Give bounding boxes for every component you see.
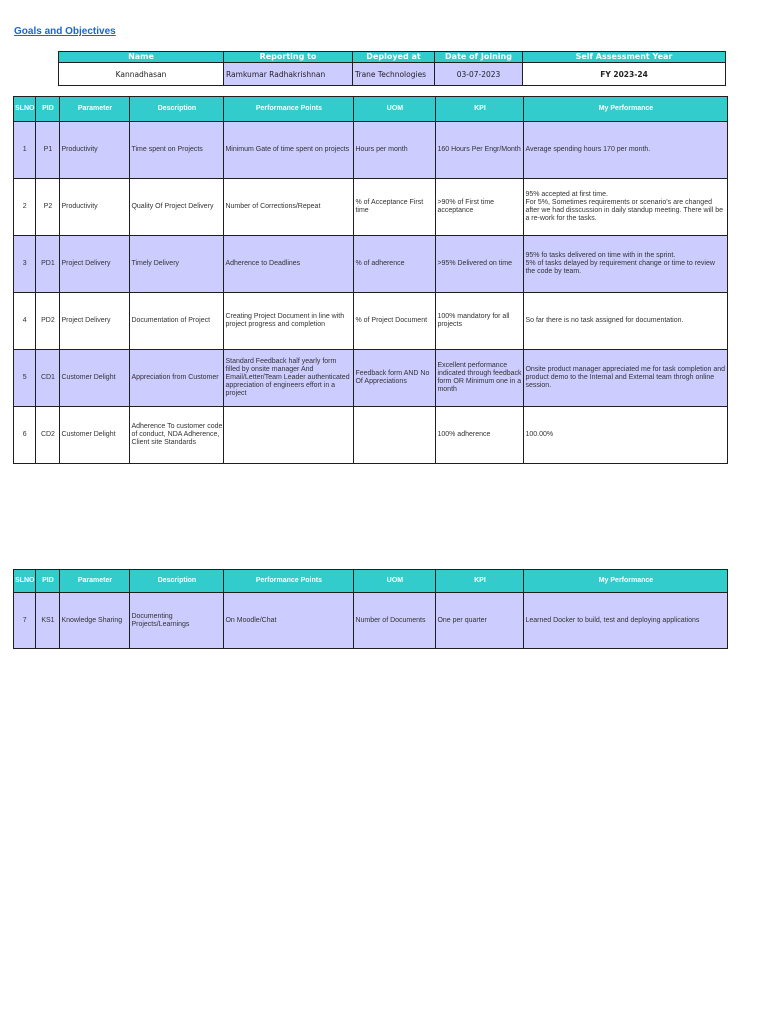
cell-description[interactable]: Appreciation from Customer	[130, 350, 224, 407]
cell-pid[interactable]: PD1	[36, 236, 60, 293]
cell-performance-points[interactable]: Creating Project Document in line with project progress and completion	[224, 293, 354, 350]
cell-my-performance[interactable]: 100.00%	[524, 407, 728, 464]
cell-my-performance[interactable]: 95% accepted at first time. For 5%, Sometimes requirements or scenario's are changed after we had disscussion in daily standup meeting. There will be a re-work for the tasks.	[524, 179, 728, 236]
knowledge-sharing-table	[13, 569, 728, 649]
cell-performance-points[interactable]: Minimum Gate of time spent on projects	[224, 122, 354, 179]
cell-parameter[interactable]: Project Delivery	[60, 293, 130, 350]
table-row	[14, 350, 728, 407]
cell-slno[interactable]: 3	[14, 236, 36, 293]
table-row	[14, 236, 728, 293]
cell-kpi[interactable]: >90% of First time acceptance	[436, 179, 524, 236]
table-row	[14, 122, 728, 179]
col-header-pid: PID	[36, 570, 60, 593]
cell-kpi[interactable]: 100% adherence	[436, 407, 524, 464]
info-header-deployed-at: Deployed at	[353, 52, 435, 63]
cell-description[interactable]: Time spent on Projects	[130, 122, 224, 179]
cell-performance-points[interactable]: On Moodle/Chat	[224, 593, 354, 649]
cell-slno[interactable]: 4	[14, 293, 36, 350]
cell-pid[interactable]: P1	[36, 122, 60, 179]
cell-pid[interactable]: CD1	[36, 350, 60, 407]
cell-parameter[interactable]: Project Delivery	[60, 236, 130, 293]
col-header-my-performance: My Performance	[524, 570, 728, 593]
info-header-name: Name	[59, 52, 224, 63]
info-value-name[interactable]: Kannadhasan	[59, 63, 224, 86]
info-header-assessment-year: Self Assessment Year	[523, 52, 726, 63]
col-header-slno: SLNO	[14, 570, 36, 593]
cell-uom[interactable]: Number of Documents	[354, 593, 436, 649]
info-header-row	[59, 52, 726, 63]
cell-my-performance[interactable]: Average spending hours 170 per month.	[524, 122, 728, 179]
table-row	[14, 407, 728, 464]
cell-description[interactable]: Timely Delivery	[130, 236, 224, 293]
cell-kpi[interactable]: 100% mandatory for all projects	[436, 293, 524, 350]
col-header-uom: UOM	[354, 97, 436, 122]
col-header-my-performance: My Performance	[524, 97, 728, 122]
cell-performance-points[interactable]	[224, 407, 354, 464]
cell-my-performance[interactable]: 95% fo tasks delivered on time with in the sprint. 5% of tasks delayed by requirement change or time to review the code by team.	[524, 236, 728, 293]
info-value-row	[59, 63, 726, 86]
table-row	[14, 293, 728, 350]
cell-kpi[interactable]: 160 Hours Per Engr/Month	[436, 122, 524, 179]
cell-pid[interactable]: KS1	[36, 593, 60, 649]
cell-slno[interactable]: 2	[14, 179, 36, 236]
cell-uom[interactable]: % of adherence	[354, 236, 436, 293]
col-header-kpi: KPI	[436, 97, 524, 122]
cell-parameter[interactable]: Knowledge Sharing	[60, 593, 130, 649]
cell-uom[interactable]: % of Project Document	[354, 293, 436, 350]
info-value-deployed-at[interactable]: Trane Technologies	[353, 63, 435, 86]
cell-my-performance[interactable]: Onsite product manager appreciated me for task completion and product demo to the Internal and External team throgh online session.	[524, 350, 728, 407]
cell-performance-points[interactable]: Adherence to Deadlines	[224, 236, 354, 293]
info-header-date-of-joining: Date of Joining	[435, 52, 523, 63]
page-title[interactable]: Goals and Objectives	[14, 26, 116, 37]
goals-table	[13, 96, 728, 464]
cell-performance-points[interactable]: Standard Feedback half yearly form filled by onsite manager And Email/Letter/Team Leader authenticated appreciation of engineers effort in a project	[224, 350, 354, 407]
cell-pid[interactable]: P2	[36, 179, 60, 236]
table-row	[14, 179, 728, 236]
info-value-reporting-to[interactable]: Ramkumar Radhakrishnan	[224, 63, 353, 86]
cell-parameter[interactable]: Productivity	[60, 122, 130, 179]
cell-my-performance[interactable]: So far there is no task assigned for documentation.	[524, 293, 728, 350]
cell-kpi[interactable]: One per quarter	[436, 593, 524, 649]
col-header-slno: SLNO	[14, 97, 36, 122]
goals-header-row	[14, 97, 728, 122]
cell-description[interactable]: Documenting Projects/Learnings	[130, 593, 224, 649]
col-header-performance-points: Performance Points	[224, 570, 354, 593]
col-header-description: Description	[130, 97, 224, 122]
info-value-date-of-joining[interactable]: 03-07-2023	[435, 63, 523, 86]
info-value-assessment-year[interactable]: FY 2023-24	[523, 63, 726, 86]
cell-uom[interactable]: Feedback form AND No Of Appreciations	[354, 350, 436, 407]
col-header-parameter: Parameter	[60, 570, 130, 593]
cell-description[interactable]: Adherence To customer code of conduct, NDA Adherence, Client site Standards	[130, 407, 224, 464]
cell-uom[interactable]: Hours per month	[354, 122, 436, 179]
col-header-parameter: Parameter	[60, 97, 130, 122]
cell-kpi[interactable]: >95% Delivered on time	[436, 236, 524, 293]
cell-slno[interactable]: 5	[14, 350, 36, 407]
cell-slno[interactable]: 6	[14, 407, 36, 464]
col-header-pid: PID	[36, 97, 60, 122]
employee-info-table	[58, 51, 726, 86]
cell-pid[interactable]: CD2	[36, 407, 60, 464]
info-header-reporting-to: Reporting to	[224, 52, 353, 63]
cell-description[interactable]: Quality Of Project Delivery	[130, 179, 224, 236]
cell-parameter[interactable]: Customer Delight	[60, 407, 130, 464]
cell-uom[interactable]	[354, 407, 436, 464]
cell-slno[interactable]: 1	[14, 122, 36, 179]
goals-header-row	[14, 570, 728, 593]
cell-parameter[interactable]: Productivity	[60, 179, 130, 236]
table-row	[14, 593, 728, 649]
cell-slno[interactable]: 7	[14, 593, 36, 649]
cell-my-performance[interactable]: Learned Docker to build, test and deploying applications	[524, 593, 728, 649]
cell-kpi[interactable]: Excellent performance indicated through feedback form OR Minimum one in a month	[436, 350, 524, 407]
cell-pid[interactable]: PD2	[36, 293, 60, 350]
cell-description[interactable]: Documentation of Project	[130, 293, 224, 350]
col-header-kpi: KPI	[436, 570, 524, 593]
cell-performance-points[interactable]: Number of Corrections/Repeat	[224, 179, 354, 236]
cell-uom[interactable]: % of Acceptance First time	[354, 179, 436, 236]
col-header-description: Description	[130, 570, 224, 593]
col-header-uom: UOM	[354, 570, 436, 593]
col-header-performance-points: Performance Points	[224, 97, 354, 122]
cell-parameter[interactable]: Customer Delight	[60, 350, 130, 407]
